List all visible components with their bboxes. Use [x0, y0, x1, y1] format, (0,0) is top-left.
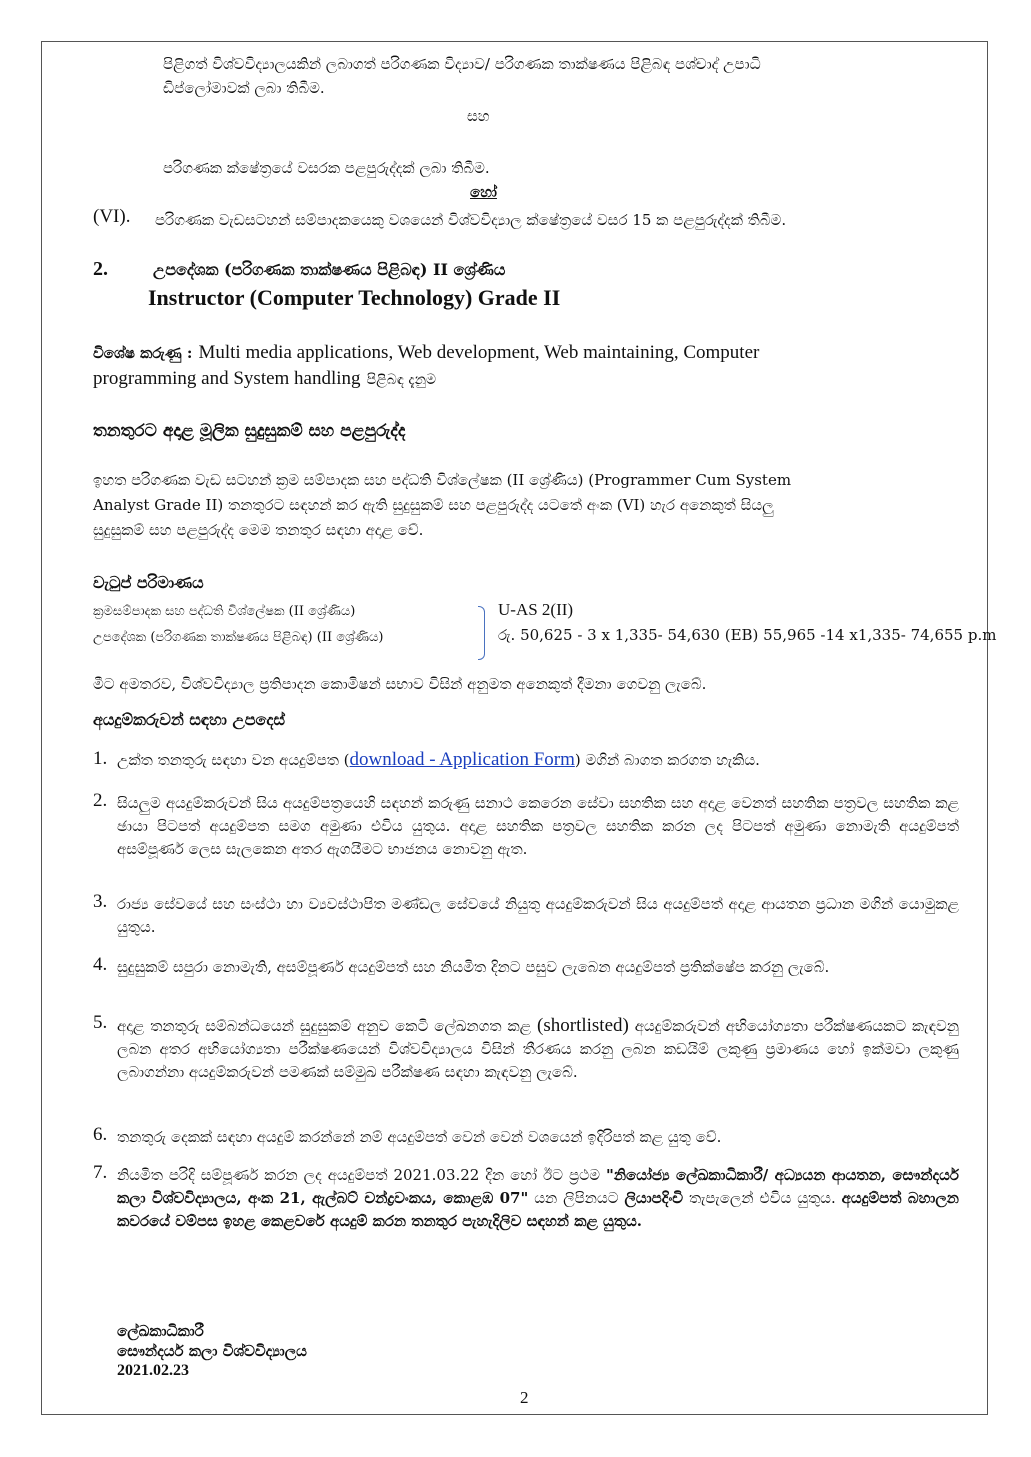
special-text1: Multi media applications, Web development, Web maintaining, Computer	[198, 342, 760, 363]
instruction-1	[117, 748, 760, 772]
qualifications-line2: Analyst Grade II) තනතුරට සඳහන් කර ඇති සුදුසුකම් සහ පළපුරුද්ද යටතේ අංක (VI) හැර අනෙකුත් සියලු	[93, 496, 774, 514]
top-qualification-line1: පිළිගත් විශ්වවිද්‍යාලයකින් ලබාගත් පරිගණක විද්‍යාව/ පරිගණක තාක්ෂණය පිළිබඳ පශ්චාද් උපාධි	[163, 55, 761, 73]
special-text2-si: පිළිබඳ දැනුම	[366, 372, 437, 388]
salary-post2: උපදේශක (පරිගණක තාක්ෂණය පිළිබඳ) (II ශ්‍රේණිය)	[93, 630, 384, 645]
instruction-7-registered: ලියාපදිංචි	[624, 1189, 684, 1207]
instruction-3-text: රාජ්‍ය සේවයේ සහ සංස්ථා හා ව්‍යවස්ථාපිත මණ්ඩල සේවයේ නියුතු අයදුම්කරුවන් සිය අයදුම්පත් අදාළ ආයතන ප්‍රධාන මගින් යොමුකළ යුතුය.	[117, 895, 959, 936]
qualifications-line1: ඉහත පරිගණක වැඩ සටහන් ක්‍රම සම්පාදක සහ පද්ධති විශ්ලේෂක (II ශ්‍රේණිය) (Programmer Cum System	[93, 471, 792, 489]
or-connector: හෝ	[470, 183, 497, 201]
instruction-7-address: "නියෝජ්‍ය ලේඛකාධිකාරී/ අධ්‍යයන ආයතන, සෞන්දර්ය කලා විශ්වවිද්‍යාලය, අංක 21, ඇල්බට් චන්ද්‍රවංකය, කොළඹ 07"	[117, 1166, 959, 1207]
salary-brace	[478, 606, 485, 660]
instruction-2-number: 2.	[93, 790, 108, 811]
section-number: 2.	[93, 258, 108, 280]
qualifications-heading: තනතුරට අදාළ මූලික සුදුසුකම් සහ පළපුරුද්ද	[93, 421, 406, 441]
salary-scale: රු. 50,625 - 3 x 1,335- 54,630 (EB) 55,965 -14 x1,335- 74,655 p.m	[498, 626, 997, 644]
instruction-7-number: 7.	[93, 1162, 108, 1183]
qualifications-paragraph	[93, 468, 958, 543]
instruction-1-pre: උක්ත තනතුරු සඳහා වන අයදුම්පත (	[117, 751, 350, 769]
instruction-4-number: 4.	[93, 954, 108, 975]
section-title-english: Instructor (Computer Technology) Grade II	[148, 285, 561, 310]
instructions-heading: අයදුම්කරුවන් සඳහා උපදෙස්	[93, 710, 286, 729]
instruction-7-p1: නියමිත පරිදි සම්පූර්ණ කරන ලද අයදුම්පත් 2021.03.22 දින හෝ ඊට ප්‍රථම	[117, 1166, 606, 1184]
salary-heading: වැටුප් පරිමාණය	[93, 573, 204, 592]
instruction-6-number: 6.	[93, 1124, 108, 1145]
item-vi-text: පරිගණක වැඩසටහන් සම්පාදකයෙකු වශයෙන් විශ්වවිද්‍යාල ක්ෂේත්‍රයේ වසර 15 ක පළපුරුද්දක් තිබීම.	[155, 211, 787, 229]
special-notes	[93, 340, 958, 393]
instruction-3-number: 3.	[93, 891, 108, 912]
signature-org: සෞන්දර්ය කලා විශ්වවිද්‍යාලය	[117, 1342, 307, 1360]
application-form-link[interactable]: download - Application Form	[349, 749, 575, 770]
qualifications-line3: සුදුසුකම් සහ පළපුරුද්ද මෙම තනතුර සඳහා අදාළ වේ.	[93, 521, 424, 539]
item-vi-number: (VI).	[93, 206, 131, 227]
top-qualification-line3: පරිගණක ක්ෂේත්‍රයේ වසරක පළපුරුද්දක් ලබා තිබීම.	[163, 159, 490, 177]
page-number: 2	[520, 1388, 529, 1407]
signature-date: 2021.02.23	[117, 1362, 189, 1379]
instruction-5-post: අයදුම්කරුවන් අභියෝග්‍යතා පරීක්ෂණයකට කැඳවනු ලබන අතර අභියෝග්‍යතා පරීක්ෂණයෙන් විශ්වවිද්‍යාලය විසින් තීරණය කරනු ලබන කඩයිම් ලකුණු ප්‍රමාණය හෝ ඉක්මවා ලකුණු ලබාගන්නා අයදුම්කරුවන් පමණක් සම්මුඛ පරීක්ෂණ සඳහා කැඳවනු ලැබේ.	[117, 1017, 959, 1081]
instruction-7-p3: යන ලිපිනයට	[528, 1189, 625, 1207]
instruction-1-post: ) මගින් බාගත කරගත හැකිය.	[574, 751, 760, 769]
instruction-4-text: සුදුසුකම් සපුරා නොමැති, අසම්පූර්ණ අයදුම්පත් සහ නියමිත දිනට පසුව ලැබෙන අයදුම්පත් ප්‍රතික්ෂේප කරනු ලැබේ.	[117, 958, 830, 976]
salary-code: U-AS 2(II)	[498, 600, 574, 619]
instruction-1-number: 1.	[93, 748, 108, 769]
signature-title: ලේඛකාධිකාරී	[117, 1322, 204, 1340]
instruction-7	[117, 1164, 959, 1233]
instruction-5-shortlisted: (shortlisted)	[537, 1015, 629, 1036]
and-connector: සහ	[467, 107, 490, 125]
salary-note: මීට අමතරව, විශ්වවිද්‍යාල ප්‍රතිපාදන කොමිෂන් සභාව විසින් අනුමත අනෙකුත් දීමනා ගෙවනු ලැබේ.	[93, 675, 707, 693]
instruction-5	[117, 1014, 959, 1084]
special-text2: programming and System handling	[93, 368, 361, 389]
instruction-6-text: තනතුරු දෙකක් සඳහා අයදුම් කරන්නේ නම් අයදුම්පත් වෙන් වෙන් වශයෙන් ඉදිරිපත් කළ යුතු වේ.	[117, 1128, 722, 1146]
instruction-5-number: 5.	[93, 1012, 108, 1033]
top-qualification-line2: ඩිප්ලෝමාවක් ලබා තිබීම.	[163, 79, 325, 97]
section-title-sinhala: උපදේශක (පරිගණක තාක්ෂණය පිළිබඳ) II ශ්‍රේණිය	[153, 260, 506, 279]
instruction-7-p5: තැපැලෙන් එවිය යුතුය.	[683, 1189, 842, 1207]
instruction-5-pre: අදාළ තනතුරු සම්බන්ධයෙන් සුදුසුකම් අනුව කෙටි ලේඛනගත කළ	[117, 1017, 538, 1035]
instruction-7-envelope-note: අයදුම්පත් බහාලන කවරයේ වම්පස ඉහළ කෙළවරේ අයදුම් කරන තනතුර පැහැදිලිව සඳහන් කළ යුතුය.	[117, 1189, 959, 1230]
instruction-2-text: සියලුම අයදුම්කරුවන් සිය අයදුම්පත්‍රයෙහි සඳහන් කරුණු සනාථ කෙරෙන සේවා සහතික සහ අදාළ වෙනත් සහතික පත්‍රවල සහතික කළ ඡායා පිටපත් අයදුම්පත සමග අමුණා එවිය යුතුය. අදාළ සහතික පත්‍රවල සහතික කරන ලද පිටපත් අමුණා නොමැති අයදුම්පත් අසම්පූර්ණ ලෙස සැලකෙන අතර ඇගයීමට භාජනය නොවනු ඇත.	[117, 794, 959, 858]
special-label: විශේෂ කරුණු :	[93, 344, 193, 362]
salary-post1: ක්‍රමසම්පාදක සහ පද්ධති විශ්ලේෂක (II ශ්‍රේණිය)	[93, 604, 356, 619]
